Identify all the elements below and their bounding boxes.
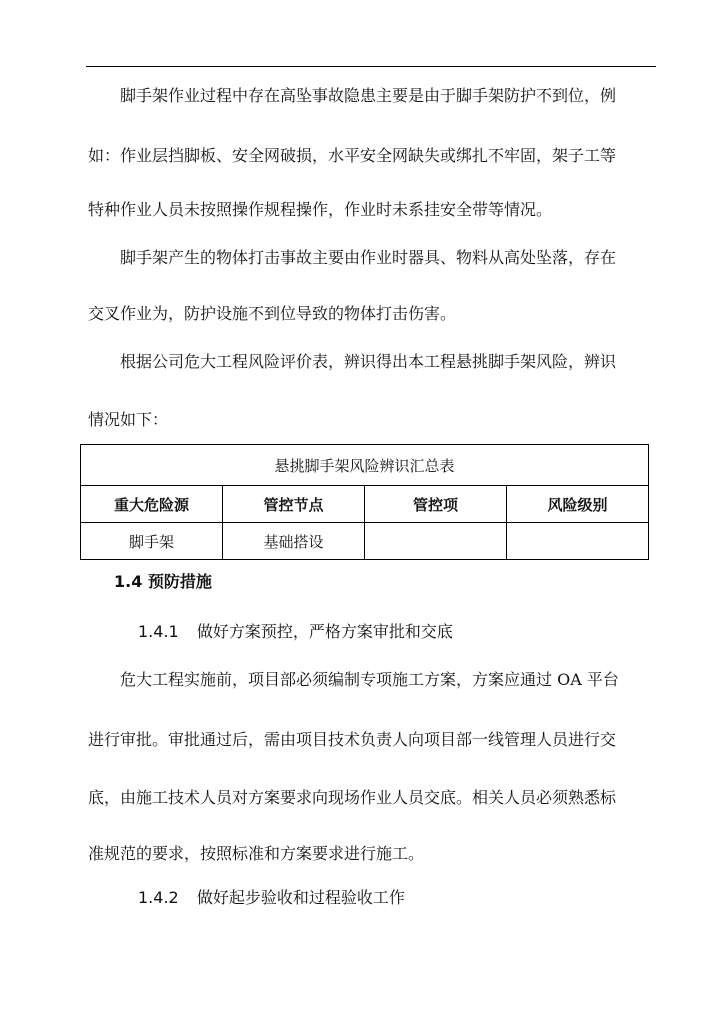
table-cell: 脚手架 xyxy=(81,523,223,560)
paragraph-line: 进行审批。审批通过后，需由项目技术负责人向项目部一线管理人员进行交 xyxy=(88,730,617,749)
paragraph-line: 脚手架作业过程中存在高坠事故隐患主要是由于脚手架防护不到位，例 xyxy=(120,86,617,105)
table-cell xyxy=(365,523,507,560)
table-caption: 悬挑脚手架风险辨识汇总表 xyxy=(81,445,649,486)
section-heading: 1.4 预防措施 xyxy=(114,572,212,591)
table-header-cell: 管控节点 xyxy=(223,486,365,523)
paragraph-line: 如：作业层挡脚板、安全网破损，水平安全网缺失或绑扎不牢固，架子工等 xyxy=(88,146,617,165)
header-rule xyxy=(86,66,656,67)
table-header-cell: 重大危险源 xyxy=(81,486,223,523)
paragraph-line: 危大工程实施前，项目部必须编制专项施工方案，方案应通过 OA 平台 xyxy=(120,670,619,689)
paragraph-line: 情况如下： xyxy=(88,410,169,429)
subsection-number: 1.4.1 xyxy=(138,622,179,641)
paragraph-line: 交叉作业为，防护设施不到位导致的物体打击伤害。 xyxy=(88,304,457,323)
paragraph-line: 特种作业人员未按照操作规程操作，作业时未系挂安全带等情况。 xyxy=(88,200,553,219)
paragraph-line: 根据公司危大工程风险评价表，辨识得出本工程悬挑脚手架风险，辨识 xyxy=(120,352,617,371)
table-cell: 基础搭设 xyxy=(223,523,365,560)
table-row xyxy=(81,523,649,560)
table-cell xyxy=(507,523,649,560)
table-header-cell: 管控项 xyxy=(365,486,507,523)
subsection-title: 做好起步验收和过程验收工作 xyxy=(196,888,405,907)
subsection-heading xyxy=(138,622,453,642)
subsection-heading xyxy=(138,888,405,908)
subsection-number: 1.4.2 xyxy=(138,888,179,907)
subsection-title: 做好方案预控，严格方案审批和交底 xyxy=(196,622,453,641)
paragraph-line: 准规范的要求，按照标准和方案要求进行施工。 xyxy=(88,844,425,863)
paragraph-line: 脚手架产生的物体打击事故主要由作业时器具、物料从高处坠落，存在 xyxy=(120,248,617,267)
risk-summary-table xyxy=(80,444,649,560)
paragraph-line: 底，由施工技术人员对方案要求向现场作业人员交底。相关人员必须熟悉标 xyxy=(88,788,617,807)
table-header-cell: 风险级别 xyxy=(507,486,649,523)
